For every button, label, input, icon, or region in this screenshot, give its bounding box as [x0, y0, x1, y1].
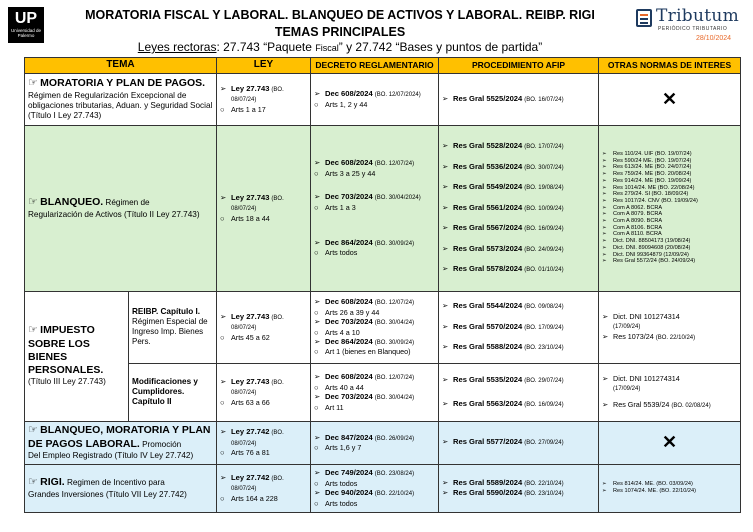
brand-sub: PERIÓDICO TRIBUTARIO: [658, 26, 728, 32]
otras-date: (17/09/24): [613, 386, 641, 392]
arrow-bullet-icon: ➢: [442, 374, 449, 384]
arrow-bullet-icon: ➢: [602, 218, 607, 225]
dec-bo: (BO. 12/07/24): [374, 375, 415, 382]
ley-bo: (BO. 08/07/24): [231, 379, 284, 397]
dec-name: Dec 864/2024: [325, 237, 373, 247]
tema-title: MORATORIA Y PLAN DE PAGOS.: [40, 76, 206, 89]
tema-desc: Régimen de Regularización Excepcional de obligaciones tributarias, Aduan. y Seguridad Social (Título I Ley 27.743): [28, 90, 213, 120]
pointing-hand-icon: ☞: [28, 476, 38, 488]
afip-res: Res Gral 5570/2024: [453, 321, 523, 331]
afip-res: Res Gral 5578/2024: [453, 264, 523, 274]
afip-res: Res Gral 5588/2024: [453, 342, 523, 352]
ley-arts: Arts 76 a 81: [231, 448, 270, 458]
otras-cell: [599, 421, 741, 464]
afip-bo: (BO. 23/10/24): [524, 491, 564, 497]
arrow-bullet-icon: ➢: [314, 237, 321, 247]
otras-cell: [599, 464, 741, 512]
brand-date: 28/10/2024: [696, 35, 732, 42]
otras-item: Com A 8106. BCRA: [613, 224, 663, 231]
otras-item: Dict. DNI 101274314: [613, 374, 680, 383]
page-subtitle: TEMAS PRINCIPALES: [274, 25, 406, 39]
afip-res: Res Gral 5536/2024: [453, 161, 523, 171]
decreto-cell: [311, 125, 439, 291]
tema-desc: Grandes Inversiones (Título VII Ley 27.742): [28, 489, 187, 499]
dec-bo: (BO. 26/09/24): [374, 435, 415, 442]
arrow-bullet-icon: ➢: [442, 488, 449, 497]
sub-tema-cell: [129, 363, 217, 421]
ley-cell: [217, 464, 311, 512]
sub-tema-cell: [129, 291, 217, 363]
ley-cell: [217, 125, 311, 291]
dec-arts: Arts todos: [325, 248, 358, 258]
dec-arts: Arts 4 a 10: [325, 327, 360, 337]
arrow-bullet-icon: ➢: [220, 376, 227, 386]
pointing-hand-icon: ☞: [28, 76, 38, 89]
otras-cell: [599, 73, 741, 125]
arrow-bullet-icon: ➢: [442, 93, 449, 103]
ley-bo: (BO. 08/07/24): [231, 430, 284, 447]
arrow-bullet-icon: ➢: [442, 223, 449, 233]
arrow-bullet-icon: ➢: [442, 161, 449, 171]
afip-res: Res Gral 5525/2024: [453, 93, 523, 103]
otras-cell: [599, 125, 741, 291]
dec-name: Dec 608/2024: [325, 158, 373, 168]
otras-item: Res 1074/24. ME. (BO. 22/10/24): [613, 488, 697, 494]
circle-bullet-icon: ○: [220, 493, 225, 503]
circle-bullet-icon: ○: [220, 213, 225, 223]
circle-bullet-icon: ○: [220, 332, 225, 342]
afip-bo: (BO. 01/10/24): [524, 267, 564, 274]
laws-part1: : 27.743 “Paquete: [216, 40, 316, 54]
ley-cell: [217, 73, 311, 125]
otras-item: Res Gral 5539/24: [613, 399, 670, 409]
ley-bo: (BO. 08/07/24): [231, 475, 284, 493]
arrow-bullet-icon: ➢: [602, 157, 607, 164]
circle-bullet-icon: ○: [314, 168, 319, 178]
arrow-bullet-icon: ➢: [442, 141, 449, 151]
col-header-ley: LEY: [217, 58, 311, 74]
ley-cell: [217, 291, 311, 363]
dec-bo: (BO. 12/07/24): [374, 161, 415, 168]
dec-arts: Arts todos: [325, 478, 358, 488]
arrow-bullet-icon: ➢: [314, 468, 321, 478]
otras-item: Com A 8110. BCRA: [613, 231, 662, 238]
afip-bo: (BO. 27/09/24): [524, 440, 564, 447]
otras-item: Res 1014/24. ME (BO. 22/08/24): [613, 184, 695, 191]
circle-bullet-icon: ○: [220, 448, 225, 458]
otras-bo: (BO. 02/08/24): [671, 402, 711, 409]
col-header-decreto: DECRETO REGLAMENTARIO: [311, 58, 439, 74]
tema-title: IMPUESTO SOBRE LOS BIENES PERSONALES.: [28, 324, 104, 377]
arrow-bullet-icon: ➢: [602, 481, 607, 488]
ley-bo: (BO. 08/07/24): [231, 195, 284, 213]
arrow-bullet-icon: ➢: [220, 427, 227, 437]
pointing-hand-icon: ☞: [28, 196, 38, 208]
table-row: [25, 464, 741, 512]
dec-name: Dec 847/2024: [325, 432, 373, 442]
arrow-bullet-icon: ➢: [602, 197, 607, 204]
regulations-table: [24, 57, 741, 513]
afip-bo: (BO. 24/09/24): [524, 246, 564, 253]
arrow-bullet-icon: ➢: [314, 192, 321, 202]
afip-bo: (BO. 17/09/24): [524, 324, 564, 331]
ley-arts: Arts 164 a 228: [231, 493, 278, 503]
laws-fiscal: Fiscal: [315, 43, 339, 53]
arrow-bullet-icon: ➢: [602, 184, 607, 191]
table-row: [25, 73, 741, 125]
arrow-bullet-icon: ➢: [220, 472, 227, 482]
decreto-cell: [311, 73, 439, 125]
dec-arts: Arts 40 a 44: [325, 382, 364, 392]
ley-arts: Arts 1 a 17: [231, 104, 266, 114]
dec-arts: Arts 1, 2 y 44: [325, 99, 368, 109]
circle-bullet-icon: ○: [314, 402, 319, 412]
arrow-bullet-icon: ➢: [602, 488, 607, 494]
arrow-bullet-icon: ➢: [602, 231, 607, 238]
dec-bo: (BO. 30/04/24): [374, 395, 415, 401]
afip-bo: (BO. 30/07/24): [524, 164, 564, 171]
decreto-cell: [311, 291, 439, 363]
afip-res: Res Gral 5549/2024: [453, 182, 523, 192]
laws-prefix: Leyes rectoras: [137, 40, 217, 54]
otras-item: Res 1073/24: [613, 331, 654, 341]
dec-bo: (BO. 30/04/2024): [374, 195, 421, 202]
circle-bullet-icon: ○: [314, 443, 319, 453]
sub-tema-title: REIBP. Capítulo I.: [132, 306, 201, 316]
afip-cell: [439, 125, 599, 291]
arrow-bullet-icon: ➢: [602, 224, 607, 231]
otras-item: Res 590/24 ME. (BO. 19/07/24): [613, 157, 692, 164]
arrow-bullet-icon: ➢: [442, 399, 449, 408]
circle-bullet-icon: ○: [314, 307, 319, 317]
arrow-bullet-icon: ➢: [602, 177, 607, 184]
dec-name: Dec 703/2024: [325, 317, 373, 327]
arrow-bullet-icon: ➢: [602, 244, 607, 251]
tema-desc-inline: Regimen de Incentivo para: [64, 478, 165, 487]
arrow-bullet-icon: ➢: [602, 399, 609, 409]
arrow-bullet-icon: ➢: [602, 312, 609, 321]
col-header-tema: TEMA: [25, 58, 217, 74]
afip-bo: (BO. 17/07/24): [524, 144, 564, 151]
dec-name: Dec 940/2024: [325, 488, 373, 497]
afip-cell: [439, 363, 599, 421]
arrow-bullet-icon: ➢: [602, 171, 607, 178]
arrow-bullet-icon: ➢: [314, 336, 321, 346]
col-header-afip: PROCEDIMIENTO AFIP: [439, 58, 599, 74]
arrow-bullet-icon: ➢: [314, 392, 321, 401]
afip-cell: [439, 73, 599, 125]
afip-bo: (BO. 19/08/24): [524, 185, 564, 192]
col-header-otras: OTRAS NORMAS DE INTERES: [599, 58, 741, 74]
arrow-bullet-icon: ➢: [602, 211, 607, 218]
dec-bo: (BO. 22/10/24): [374, 491, 415, 497]
otras-item: Dict. DNI. 88504173 (19/08/24): [613, 238, 691, 245]
dec-name: Dec 608/2024: [325, 297, 373, 307]
university-logo: [8, 7, 44, 43]
ley-bo: (BO. 08/07/24): [231, 314, 284, 332]
laws-part2: ” y 27.742 “Bases y puntos de partida”: [338, 40, 543, 54]
circle-bullet-icon: ○: [314, 248, 319, 258]
tema-cell: [25, 464, 217, 512]
afip-cell: [439, 421, 599, 464]
none-x-icon: ✕: [661, 432, 678, 453]
otras-item: Dict. DNI 101274314: [613, 312, 680, 321]
table-row: [25, 363, 741, 421]
ley-name: Ley 27.743: [231, 192, 270, 202]
circle-bullet-icon: ○: [314, 347, 319, 357]
afip-res: Res Gral 5544/2024: [453, 301, 523, 311]
ley-arts: Arts 45 a 62: [231, 332, 270, 342]
arrow-bullet-icon: ➢: [314, 317, 321, 327]
otras-date: (17/09/24): [613, 324, 641, 330]
dec-bo: (BO. 12/07/2024): [374, 92, 421, 99]
circle-bullet-icon: ○: [314, 202, 319, 212]
arrow-bullet-icon: ➢: [314, 89, 321, 99]
dec-arts: Arts 26 a 39 y 44: [325, 307, 380, 317]
dec-name: Dec 749/2024: [325, 468, 373, 478]
otras-item: Res 613/24. ME (BO. 24/07/24): [613, 164, 692, 171]
ley-name: Ley 27.743: [231, 376, 270, 386]
tema-desc: (Título III Ley 27.743): [28, 377, 106, 387]
arrow-bullet-icon: ➢: [314, 432, 321, 442]
dec-name: Dec 608/2024: [325, 89, 373, 99]
afip-cell: [439, 291, 599, 363]
afip-res: Res Gral 5577/2024: [453, 437, 523, 447]
table-header-row: [25, 58, 741, 74]
dec-arts: Arts 1 a 3: [325, 202, 356, 212]
tema-cell: [25, 421, 217, 464]
afip-bo: (BO. 22/10/24): [524, 480, 564, 487]
decreto-cell: [311, 464, 439, 512]
arrow-bullet-icon: ➢: [602, 374, 609, 383]
dec-arts: Arts 3 a 25 y 44: [325, 168, 376, 178]
dec-arts: Arts todos: [325, 498, 358, 508]
arrow-bullet-icon: ➢: [442, 243, 449, 253]
arrow-bullet-icon: ➢: [314, 158, 321, 168]
pointing-hand-icon: ☞: [28, 324, 38, 337]
afip-res: Res Gral 5590/2024: [453, 488, 523, 497]
dec-bo: (BO. 30/09/24): [374, 240, 415, 247]
circle-bullet-icon: ○: [314, 478, 319, 488]
afip-res: Res Gral 5561/2024: [453, 202, 523, 212]
otras-item: Res 279/24. SI (BO. 18/09/24): [613, 191, 689, 198]
arrow-bullet-icon: ➢: [314, 488, 321, 497]
dec-name: Dec 608/2024: [325, 372, 373, 382]
arrow-bullet-icon: ➢: [314, 372, 321, 382]
arrow-bullet-icon: ➢: [442, 182, 449, 192]
dec-name: Dec 864/2024: [325, 336, 373, 346]
tema-cell: [25, 73, 217, 125]
afip-bo: (BO. 16/09/24): [524, 402, 564, 408]
otras-item: Com A 8090. BCRA: [613, 218, 663, 225]
tema-title: BLANQUEO.: [40, 196, 104, 208]
ley-bo: (BO. 08/07/24): [231, 86, 284, 104]
afip-bo: (BO. 10/09/24): [524, 205, 564, 212]
sub-tema-title: Modificaciones y Cumplidores. Capítulo II: [132, 376, 198, 407]
arrow-bullet-icon: ➢: [602, 204, 607, 211]
sub-tema-desc: Régimen Especial de Ingreso Imp. Bienes Pers.: [132, 317, 208, 347]
ley-name: Ley 27.742: [231, 472, 270, 482]
ley-arts: Arts 63 a 66: [231, 397, 270, 407]
ley-name: Ley 27.743: [231, 311, 270, 321]
dec-arts: Art 11: [325, 402, 344, 412]
otras-item: Com A 8062. BCRA: [613, 204, 663, 211]
arrow-bullet-icon: ➢: [442, 321, 449, 331]
none-x-icon: ✕: [661, 88, 678, 109]
decreto-cell: [311, 421, 439, 464]
circle-bullet-icon: ○: [314, 327, 319, 337]
arrow-bullet-icon: ➢: [602, 258, 607, 265]
arrow-bullet-icon: ➢: [442, 477, 449, 487]
dec-bo: (BO. 12/07/24): [374, 300, 415, 307]
otras-item: Dict. DNI. 89094608 (20/08/24): [613, 244, 691, 251]
dec-bo: (BO. 30/09/24): [374, 339, 415, 346]
tema-title: BLANQUEO, MORATORIA Y PLAN DE PAGOS LABORAL.: [28, 423, 211, 450]
arrow-bullet-icon: ➢: [602, 164, 607, 171]
tema-title: RIGI.: [40, 476, 65, 488]
otras-item: Res 110/24. UIF (BO. 19/07/24): [613, 151, 692, 158]
ley-cell: [217, 363, 311, 421]
otras-item: Dict. DNI 99364879 (12/09/24): [613, 251, 689, 258]
ley-arts: Arts 18 a 44: [231, 213, 270, 223]
arrow-bullet-icon: ➢: [442, 437, 449, 447]
arrow-bullet-icon: ➢: [220, 192, 227, 202]
dec-arts: Arts 1,6 y 7: [325, 443, 362, 453]
tema-desc-inline: Promoción: [139, 439, 182, 449]
otras-item: Res 814/24. ME. (BO. 03/09/24): [613, 481, 693, 488]
table-row: [25, 125, 741, 291]
ley-name: Ley 27.742: [231, 427, 270, 437]
afip-bo: (BO. 16/09/24): [524, 226, 564, 233]
otras-bo: (BO. 22/10/24): [655, 334, 696, 341]
circle-bullet-icon: ○: [314, 99, 319, 109]
tema-desc: Del Empleo Registrado (Título IV Ley 27.742): [28, 450, 194, 460]
otras-item: Res 1017/24. CNV (BO. 19/09/24): [613, 197, 698, 204]
afip-bo: (BO. 23/10/24): [524, 345, 564, 352]
afip-bo: (BO. 09/08/24): [524, 304, 564, 311]
otras-item: Res 759/24. ME (BO. 20/08/24): [613, 171, 692, 178]
arrow-bullet-icon: ➢: [602, 331, 609, 341]
afip-bo: (BO. 16/07/24): [524, 96, 564, 103]
dec-arts: Art 1 (bienes en Blanqueo): [325, 347, 411, 357]
document-icon: [636, 9, 652, 27]
otras-cell: [599, 363, 741, 421]
arrow-bullet-icon: ➢: [442, 202, 449, 212]
afip-res: Res Gral 5573/2024: [453, 243, 523, 253]
circle-bullet-icon: ○: [314, 498, 319, 508]
ley-name: Ley 27.743: [231, 83, 270, 93]
circle-bullet-icon: ○: [314, 382, 319, 392]
tema-cell: [25, 291, 129, 421]
brand-name: Tributum: [656, 6, 740, 26]
decreto-cell: [311, 363, 439, 421]
arrow-bullet-icon: ➢: [442, 342, 449, 352]
afip-cell: [439, 464, 599, 512]
arrow-bullet-icon: ➢: [314, 297, 321, 307]
page-title: MORATORIA FISCAL Y LABORAL. BLANQUEO DE ACTIVOS Y LABORAL. REIBP. RIGI: [85, 8, 595, 22]
arrow-bullet-icon: ➢: [442, 264, 449, 274]
governing-laws: [60, 40, 620, 54]
afip-res: Res Gral 5567/2024: [453, 223, 523, 233]
circle-bullet-icon: ○: [220, 104, 225, 114]
circle-bullet-icon: ○: [220, 397, 225, 407]
arrow-bullet-icon: ➢: [220, 83, 227, 93]
dec-name: Dec 703/2024: [325, 192, 373, 202]
otras-item: Res Gral 5572/24 (BO. 24/09/24): [613, 258, 696, 265]
afip-bo: (BO. 29/07/24): [524, 377, 564, 384]
logo-sub: Universidad de Palermo: [10, 28, 42, 38]
afip-res: Res Gral 5589/2024: [453, 477, 523, 487]
dec-bo: (BO. 23/08/24): [374, 471, 415, 478]
otras-item: Res 914/24. ME (BO. 19/09/24): [613, 177, 692, 184]
arrow-bullet-icon: ➢: [602, 251, 607, 258]
otras-cell: [599, 291, 741, 363]
table-row: [25, 291, 741, 363]
afip-res: Res Gral 5563/2024: [453, 399, 523, 408]
arrow-bullet-icon: ➢: [602, 151, 607, 158]
ley-cell: [217, 421, 311, 464]
dec-name: Dec 703/2024: [325, 392, 373, 401]
pointing-hand-icon: ☞: [28, 423, 38, 436]
tema-desc: Regularización de Activos (Título II Ley 27.743): [28, 209, 200, 219]
arrow-bullet-icon: ➢: [602, 191, 607, 198]
afip-res: Res Gral 5528/2024: [453, 141, 523, 151]
arrow-bullet-icon: ➢: [220, 311, 227, 321]
tema-cell: [25, 125, 217, 291]
dec-bo: (BO. 30/04/24): [374, 320, 415, 327]
tema-desc-inline: Régimen de: [103, 198, 150, 207]
afip-res: Res Gral 5535/2024: [453, 374, 523, 384]
arrow-bullet-icon: ➢: [602, 238, 607, 245]
otras-item: Com A 8079. BCRA: [613, 211, 663, 218]
logo-text: UP: [14, 10, 38, 27]
table-row: [25, 421, 741, 464]
arrow-bullet-icon: ➢: [442, 301, 449, 311]
